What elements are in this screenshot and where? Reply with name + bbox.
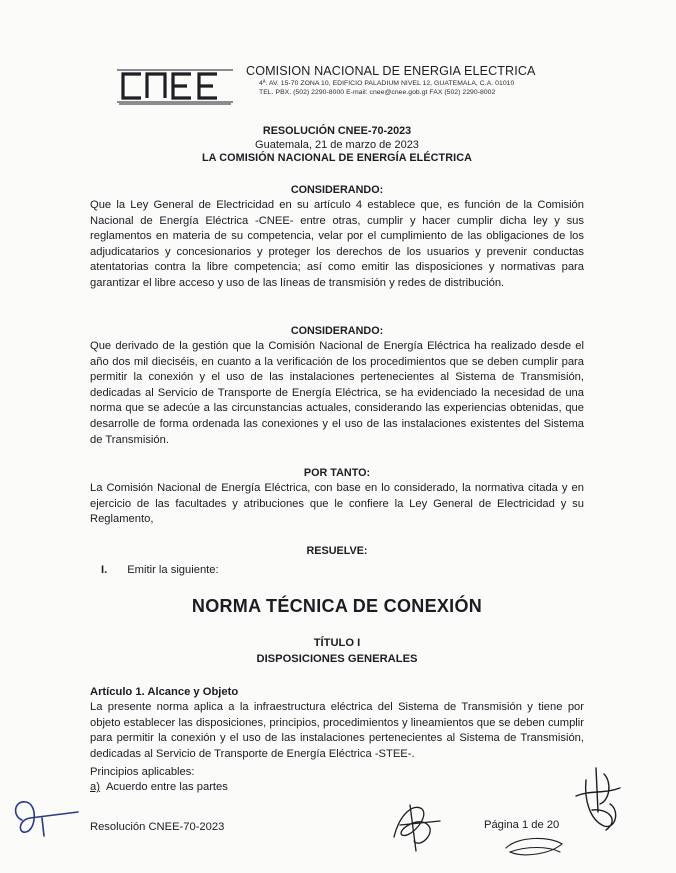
organization-address: 4ª. AV. 15-70 ZONA 10, EDIFICIO PALADIUM NIVEL 12, GUATEMALA, C.A. 01010 (259, 80, 515, 87)
principio-item-a-label: a) (90, 781, 100, 793)
por-tanto-text (90, 481, 584, 528)
footer-resolution: Resolución CNEE-70-2023 (90, 821, 225, 833)
resolution-commission: LA COMISIÓN NACIONAL DE ENERGÍA ELÉCTRICA (201, 152, 473, 164)
resuelve-heading: RESUELVE: (306, 545, 368, 557)
considerando-paragraph-2: Que derivado de la gestión que la Comisión Nacional de Energía Eléctrica ha realizado desde el año dos mil dieciséis, en cuanto a la verificación de los procedimientos que se deben cumplir para permitir la conexión y el uso de las instalaciones pertenecientes al Sistema de Transmisión, dedicadas al Servicio de Transporte de Energía Eléctrica, se ha evidenciado la necesidad de una norma que se adecúe a las circunstancias actuales, considerando las experiencias obtenidas, que desarrolle de forma ordenada las conexiones y el uso de las instalaciones existentes del Sistema de Transmisión. (90, 340, 584, 446)
principio-item-a (90, 781, 228, 793)
cnee-logo (113, 62, 237, 110)
resolution-date: Guatemala, 21 de marzo de 2023 (255, 139, 419, 151)
logo-label: CNEE (113, 62, 116, 63)
resuelve-item-number: I. (101, 564, 108, 576)
articulo-1-paragraph: La presente norma aplica a la infraestructura eléctrica del Sistema de Transmisión y tiene por objeto establecer las disposiciones, principios, procedimientos y lineamientos que se deben cumplir para permitir la conexión y el uso de las instalaciones pertenecientes al Sistema de Transmisión, dedicadas al Servicio de Transporte de Energía Eléctrica -STEE-. (90, 701, 584, 760)
titulo-label: TÍTULO I (313, 637, 361, 649)
initials-scribble (500, 832, 570, 862)
right-signature (556, 760, 646, 840)
por-tanto-paragraph: La Comisión Nacional de Energía Eléctrica, con base en lo considerado, la normativa citada y en ejercicio de las facultades y atribuciones que le confiere la Ley General de Electricidad y su Reglamento, (90, 482, 584, 526)
considerando-heading-2: CONSIDERANDO: (290, 325, 384, 337)
resolution-number: RESOLUCIÓN CNEE-70-2023 (262, 125, 412, 137)
principios-label: Principios aplicables: (90, 766, 195, 778)
resuelve-item-text: Emitir la siguiente: (127, 564, 219, 576)
articulo-1-heading: Artículo 1. Alcance y Objeto (90, 686, 239, 698)
resuelve-item (101, 564, 219, 576)
organization-name: COMISION NACIONAL DE ENERGIA ELECTRICA (246, 64, 536, 78)
articulo-1-body (90, 700, 584, 762)
titulo-name: DISPOSICIONES GENERALES (256, 653, 418, 665)
por-tanto-heading: POR TANTO: (303, 467, 371, 479)
considerando-paragraph-1: Que la Ley General de Electricidad en su artículo 4 establece que, es función de la Comisión Nacional de Energía Eléctrica -CNEE- entre otras, cumplir y hacer cumplir dicha ley y sus reglamentos en materia de su competencia, velar por el cumplimiento de las obligaciones de los adjudicatarios y concesionarios y proteger los derechos de los usuarios y prevenir conductas atentatorias contra la libre competencia; así como emitir las disposiciones y normativas para garantizar el libre acceso y uso de las líneas de transmisión y redes de distribución. (90, 199, 584, 289)
norma-title: NORMA TÉCNICA DE CONEXIÓN (191, 596, 483, 616)
left-signature-mark (8, 790, 88, 840)
center-signature (380, 795, 450, 855)
principio-item-a-text: Acuerdo entre las partes (105, 781, 228, 793)
considerando-text-1 (90, 198, 584, 292)
footer-page-number: Página 1 de 20 (484, 819, 560, 831)
considerando-text-2 (90, 339, 584, 448)
organization-contact: TEL. PBX. (502) 2290-8000 E-mail: cnee@cnee.gob.gt FAX (502) 2290-8002 (259, 89, 496, 96)
considerando-heading-1: CONSIDERANDO: (290, 184, 384, 196)
